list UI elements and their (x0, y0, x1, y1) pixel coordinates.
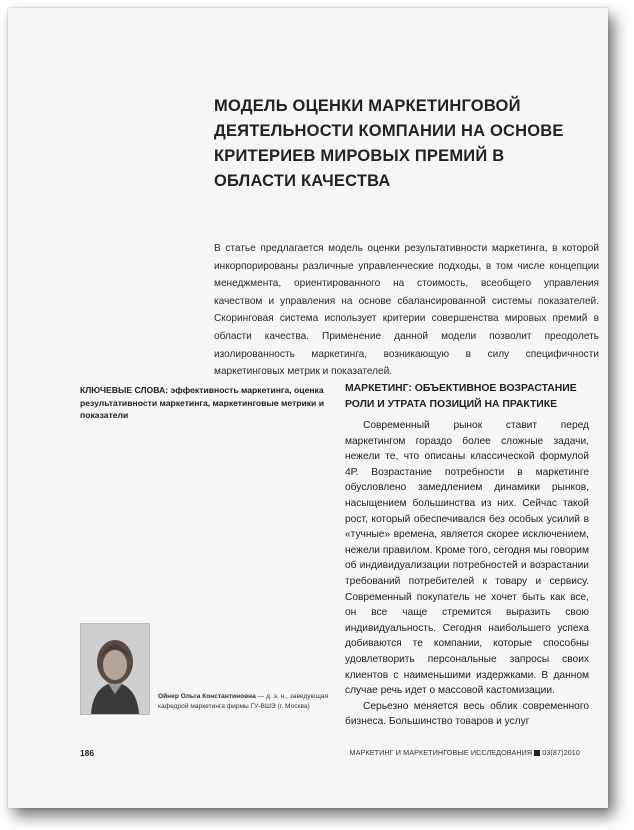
issue-number: 03(87)2010 (542, 748, 580, 757)
author-name: Ойнер Ольга Константиновна (158, 693, 256, 700)
author-info (158, 692, 333, 712)
journal-page (8, 8, 608, 808)
article-abstract: В статье предлагается модель оценки результативности маркетинга, в которой инкорпорированы различные управленческие подходы, в том числе концепции менеджмента, ориентированного на стоимость, всеобщего управления качеством и управления на основе сбалансированной системы показателей. Скоринговая система использует критерии совершенства мировых премий в области качества. Применение данной модели позволит преодолеть изолированность маркетинга, возникающую в силу специфичности маркетинговых метрик и показателей. (214, 243, 599, 378)
journal-name: МАРКЕТИНГ И МАРКЕТИНГОВЫЕ ИССЛЕДОВАНИЯ (349, 748, 533, 757)
article-body (345, 418, 589, 730)
author-portrait-image (81, 624, 149, 714)
author-photo (80, 623, 150, 715)
keywords-label: КЛЮЧЕВЫЕ СЛОВА: (80, 385, 169, 395)
keywords-block (80, 384, 330, 422)
article-title: МОДЕЛЬ ОЦЕНКИ МАРКЕТИНГОВОЙ ДЕЯТЕЛЬНОСТИ КОМПАНИИ НА ОСНОВЕ КРИТЕРИЕВ МИРОВЫХ ПРЕМИЙ В ОБЛАСТИ КАЧЕСТВА (214, 97, 564, 190)
running-footer (350, 748, 580, 757)
square-bullet-icon (534, 750, 540, 756)
body-paragraph: Современный рынок ставит перед маркетингом гораздо более сложные задачи, нежели те, что описаны классической формулой 4Р. Возрастание потребности в маркетинге обусловлено замедлением динамики рынков, насыщением большинства из них. Сейчас такой рост, который обеспечивался без особых усилий в «тучные» времена, является скорее исключением, нежели правилом. Кроме того, сегодня мы говорим об индивидуализации потребностей и возрастании требований потребителей к товару и сервису. Современный покупатель не хочет быть как все, он все чаще стремится выразить свою индивидуальность. Сегодня наибольшего успеха добиваются те компании, которые способны удовлетворить персональные запросы своих клиентов с наименьшими издержками. В данном случае речь идет о массовой кастомизации. (345, 420, 589, 697)
section-heading: МАРКЕТИНГ: ОБЪЕКТИВНОЕ ВОЗРАСТАНИЕ РОЛИ И УТРАТА ПОЗИЦИЙ НА ПРАКТИКЕ (345, 383, 577, 410)
keywords-text: эффективность маркетинга, оценка результативности маркетинга, маркетинговые метрики и показатели (80, 385, 324, 421)
author-description: — д. э. н., заведующая кафедрой маркетинга фирмы ГУ-ВШЭ (г. Москва) (158, 693, 329, 710)
page-number: 186 (80, 748, 94, 758)
body-paragraph: Серьезно меняется весь облик современного бизнеса. Большинство товаров и услуг (345, 700, 589, 728)
